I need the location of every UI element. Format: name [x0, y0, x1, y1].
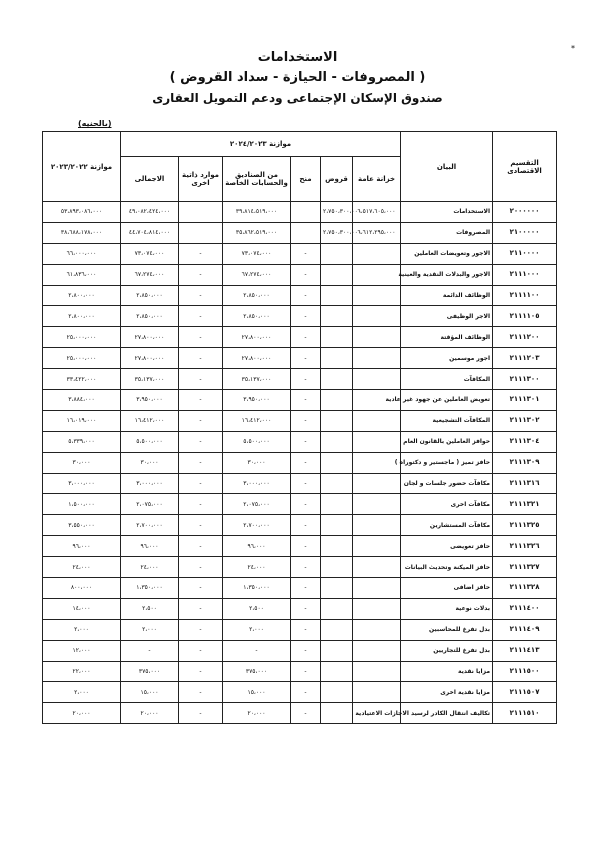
- cell-grants: -: [291, 640, 321, 661]
- cell-funds: ٢٤،٠٠٠: [223, 557, 291, 578]
- cell-loans: [321, 578, 353, 599]
- cell-label: حافز اضافى: [401, 578, 493, 599]
- cell-treasury: [353, 369, 401, 390]
- cell-treasury: [353, 598, 401, 619]
- cell-code: ٢١٠٠٠٠٠: [493, 222, 557, 243]
- cell-total: ٢٤،٠٠٠: [121, 557, 179, 578]
- cell-grants: -: [291, 619, 321, 640]
- cell-code: ٢١١١٣٢٦: [493, 536, 557, 557]
- page-title: الاستخدامات: [257, 50, 338, 65]
- cell-own: -: [179, 515, 223, 536]
- cell-treasury: [353, 473, 401, 494]
- cell-label: الوظائف الدائمة: [401, 285, 493, 306]
- cell-total: ٢،٨٥٠،٠٠٠: [121, 306, 179, 327]
- cell-code: ٢١١١١٠٠: [493, 285, 557, 306]
- col-header-loans: قروض: [321, 157, 353, 202]
- cell-prev: ٦١،٨٣٦،٠٠٠: [43, 264, 121, 285]
- col-header-code: التقسيم الاقتصادى: [493, 132, 557, 202]
- cell-grants: -: [291, 557, 321, 578]
- cell-label: حافز الميكنة وتحديث البيانات: [401, 557, 493, 578]
- cell-label: مزايا نقدية: [401, 661, 493, 682]
- cell-grants: -: [291, 390, 321, 411]
- cell-own: -: [179, 369, 223, 390]
- cell-loans: ٢،٧٥٠،٣٠٠،٠٠٠: [321, 202, 353, 223]
- cell-treasury: ٦،٦١٢،٢٩٥،٠٠٠: [353, 222, 401, 243]
- cell-label: بدلات نوعية: [401, 598, 493, 619]
- cell-loans: [321, 494, 353, 515]
- cell-treasury: [353, 431, 401, 452]
- cell-label: بدل تفرغ للتجاريين: [401, 640, 493, 661]
- cell-grants: -: [291, 243, 321, 264]
- cell-own: -: [179, 348, 223, 369]
- table-row: [43, 202, 557, 223]
- cell-prev: ٩٦،٠٠٠: [43, 536, 121, 557]
- table-row: [43, 390, 557, 411]
- cell-prev: ٢،٨٠٠،٠٠٠: [43, 285, 121, 306]
- cell-total: ٧٣،٠٧٤،٠٠٠: [121, 243, 179, 264]
- cell-treasury: [353, 578, 401, 599]
- cell-label: الاجر الوظيفى: [401, 306, 493, 327]
- cell-loans: [321, 327, 353, 348]
- table-row: [43, 348, 557, 369]
- cell-grants: -: [291, 703, 321, 724]
- cell-loans: [321, 348, 353, 369]
- cell-total: ٢،٧٠٠،٠٠٠: [121, 515, 179, 536]
- cell-treasury: [353, 452, 401, 473]
- cell-total: ٢،٨٥٠،٠٠٠: [121, 285, 179, 306]
- table-row: [43, 557, 557, 578]
- cell-grants: -: [291, 431, 321, 452]
- cell-grants: -: [291, 264, 321, 285]
- cell-label: الاجور والبدلات النقدية والعينية: [401, 264, 493, 285]
- table-row: [43, 222, 557, 243]
- cell-total: ٢٠،٠٠٠: [121, 703, 179, 724]
- cell-own: -: [179, 327, 223, 348]
- col-header-funds: من الصناديق والحسابات الخاصة: [223, 157, 291, 202]
- cell-grants: -: [291, 473, 321, 494]
- cell-prev: ٣،٠٠٠،٠٠٠: [43, 473, 121, 494]
- col-header-treasury: خزانة عامة: [353, 157, 401, 202]
- cell-own: -: [179, 598, 223, 619]
- cell-loans: [321, 369, 353, 390]
- cell-prev: ٣٨،٦٨٨،١٧٨،٠٠٠: [43, 222, 121, 243]
- table-row: [43, 431, 557, 452]
- cell-treasury: [353, 306, 401, 327]
- cell-label: الوظائف المؤقتة: [401, 327, 493, 348]
- cell-prev: ٢،٠٠٠: [43, 619, 121, 640]
- cell-own: -: [179, 578, 223, 599]
- cell-prev: ٨٠٠،٠٠٠: [43, 578, 121, 599]
- table-row: [43, 598, 557, 619]
- cell-treasury: [353, 557, 401, 578]
- cell-total: ٢٧،٨٠٠،٠٠٠: [121, 348, 179, 369]
- entity-name: صندوق الإسكان الإجتماعى ودعم التمويل العقارى: [152, 91, 443, 105]
- cell-total: ٣،٠٠٠،٠٠٠: [121, 473, 179, 494]
- col-header-item: البيان: [401, 132, 493, 202]
- cell-total: ١٦،٤١٢،٠٠٠: [121, 410, 179, 431]
- cell-label: مزايا نقدية اخرى: [401, 682, 493, 703]
- table-row: [43, 640, 557, 661]
- cell-funds: ١٦،٤١٢،٠٠٠: [223, 410, 291, 431]
- table-row: [43, 619, 557, 640]
- cell-own: -: [179, 619, 223, 640]
- cell-loans: [321, 285, 353, 306]
- cell-loans: [321, 703, 353, 724]
- col-header-own: موارد ذاتية اخرى: [179, 157, 223, 202]
- cell-grants: -: [291, 452, 321, 473]
- cell-funds: ٢،٠٧٥،٠٠٠: [223, 494, 291, 515]
- cell-total: ٤٩،٠٨٢،٤٢٤،٠٠٠: [121, 202, 179, 223]
- budget-table: [42, 131, 557, 724]
- cell-label: حافز تميز ( ماجستير و دكتوراه ): [401, 452, 493, 473]
- cell-grants: -: [291, 410, 321, 431]
- cell-prev: ٢،٨٠٠،٠٠٠: [43, 306, 121, 327]
- cell-prev: ٣٠،٠٠٠: [43, 452, 121, 473]
- cell-total: ١،٣٥٠،٠٠٠: [121, 578, 179, 599]
- cell-loans: [321, 661, 353, 682]
- cell-total: ٢٧،٨٠٠،٠٠٠: [121, 327, 179, 348]
- currency-unit: (بالجنيه): [78, 119, 112, 128]
- cell-funds: ٢٠،٠٠٠: [223, 703, 291, 724]
- cell-prev: ١،٥٠٠،٠٠٠: [43, 494, 121, 515]
- cell-code: ٢١١١٣٠٤: [493, 431, 557, 452]
- cell-grants: -: [291, 327, 321, 348]
- cell-total: ٢،٠٧٥،٠٠٠: [121, 494, 179, 515]
- cell-loans: [321, 515, 353, 536]
- cell-loans: [321, 410, 353, 431]
- budget-table-body: [43, 202, 557, 724]
- cell-loans: [321, 431, 353, 452]
- cell-code: ٢١١١٣٠٩: [493, 452, 557, 473]
- cell-treasury: [353, 348, 401, 369]
- table-row: [43, 494, 557, 515]
- table-row: [43, 452, 557, 473]
- cell-grants: -: [291, 598, 321, 619]
- cell-label: بدل تفرغ للمحاسبين: [401, 619, 493, 640]
- cell-label: حوافز العاملين بالقانون العام: [401, 431, 493, 452]
- cell-funds: ٣٧٥،٠٠٠: [223, 661, 291, 682]
- cell-loans: [321, 619, 353, 640]
- cell-own: -: [179, 703, 223, 724]
- cell-own: -: [179, 473, 223, 494]
- cell-funds: ٣،٩٥٠،٠٠٠: [223, 390, 291, 411]
- cell-code: ٢١١١٢٠٣: [493, 348, 557, 369]
- table-row: [43, 515, 557, 536]
- col-header-budget-group: موازنة ٢٠٢٤/٢٠٢٣: [121, 132, 401, 157]
- cell-grants: -: [291, 682, 321, 703]
- cell-prev: ٢٤،٠٠٠: [43, 557, 121, 578]
- cell-treasury: [353, 661, 401, 682]
- cell-label: المكافآت: [401, 369, 493, 390]
- cell-prev: ٣،٨٨٤،٠٠٠: [43, 390, 121, 411]
- cell-label: اجور موسمين: [401, 348, 493, 369]
- cell-funds: ٣٠،٠٠٠: [223, 452, 291, 473]
- cell-code: ٢١١١٣٠١: [493, 390, 557, 411]
- cell-loans: [321, 557, 353, 578]
- table-row: [43, 410, 557, 431]
- cell-code: ٢١١١٥٠٧: [493, 682, 557, 703]
- cell-funds: ٣٩،٨١٤،٥١٩،٠٠٠: [223, 202, 291, 223]
- table-row: [43, 369, 557, 390]
- cell-loans: [321, 264, 353, 285]
- cell-funds: ٣٥،١٣٧،٠٠٠: [223, 369, 291, 390]
- table-row: [43, 703, 557, 724]
- cell-prev: ١٤،٠٠٠: [43, 598, 121, 619]
- cell-prev: ١٢،٠٠٠: [43, 640, 121, 661]
- cell-treasury: [353, 410, 401, 431]
- cell-funds: ٢،٨٥٠،٠٠٠: [223, 306, 291, 327]
- cell-code: ٢١١١٣٠٠: [493, 369, 557, 390]
- col-header-prev: موازنة ٢٠٢٣/٢٠٢٢: [43, 132, 121, 202]
- table-row: [43, 682, 557, 703]
- cell-total: ٦٧،٢٧٤،٠٠٠: [121, 264, 179, 285]
- cell-loans: [321, 390, 353, 411]
- cell-code: ٢١١١٣٢٨: [493, 578, 557, 599]
- cell-label: مكافآت اخرى: [401, 494, 493, 515]
- cell-loans: [321, 682, 353, 703]
- cell-treasury: [353, 682, 401, 703]
- cell-funds: ٢٧،٨٠٠،٠٠٠: [223, 348, 291, 369]
- cell-own: -: [179, 285, 223, 306]
- cell-loans: [321, 598, 353, 619]
- table-row: [43, 243, 557, 264]
- cell-total: ١٥،٠٠٠: [121, 682, 179, 703]
- table-row: [43, 536, 557, 557]
- cell-loans: [321, 306, 353, 327]
- cell-prev: ٢،٠٠٠: [43, 682, 121, 703]
- cell-funds: ٧٣،٠٧٤،٠٠٠: [223, 243, 291, 264]
- cell-own: -: [179, 306, 223, 327]
- cell-treasury: [353, 640, 401, 661]
- cell-funds: ٩٦،٠٠٠: [223, 536, 291, 557]
- cell-treasury: [353, 536, 401, 557]
- cell-loans: [321, 473, 353, 494]
- table-row: [43, 473, 557, 494]
- cell-funds: -: [223, 640, 291, 661]
- cell-label: مكافآت المستشارين: [401, 515, 493, 536]
- cell-treasury: [353, 619, 401, 640]
- cell-label: المصروفات: [401, 222, 493, 243]
- cell-funds: ٢،٨٥٠،٠٠٠: [223, 285, 291, 306]
- cell-own: -: [179, 494, 223, 515]
- cell-treasury: [353, 285, 401, 306]
- cell-funds: ٢،٧٠٠،٠٠٠: [223, 515, 291, 536]
- cell-treasury: [353, 327, 401, 348]
- table-row: [43, 327, 557, 348]
- cell-own: -: [179, 682, 223, 703]
- table-row: [43, 578, 557, 599]
- cell-prev: ٣٣،٤٢٢،٠٠٠: [43, 369, 121, 390]
- cell-code: ٢١١١٣٢٧: [493, 557, 557, 578]
- cell-treasury: [353, 494, 401, 515]
- cell-funds: ٣٥،٨٦٢،٥١٩،٠٠٠: [223, 222, 291, 243]
- cell-code: ٢١١١٠٠٠: [493, 264, 557, 285]
- cell-loans: ٢،٧٥٠،٣٠٠،٠٠٠: [321, 222, 353, 243]
- cell-label: مكافآت حضور جلسات و لجان: [401, 473, 493, 494]
- cell-total: ٣،٩٥٠،٠٠٠: [121, 390, 179, 411]
- cell-own: -: [179, 452, 223, 473]
- cell-code: ٢٠٠٠٠٠٠: [493, 202, 557, 223]
- cell-total: ٥،٥٠٠،٠٠٠: [121, 431, 179, 452]
- cell-total: ٩٦،٠٠٠: [121, 536, 179, 557]
- cell-own: -: [179, 431, 223, 452]
- cell-own: -: [179, 390, 223, 411]
- cell-own: -: [179, 640, 223, 661]
- cell-prev: ٥،٣٣٩،٠٠٠: [43, 431, 121, 452]
- cell-total: ٣٧٥،٠٠٠: [121, 661, 179, 682]
- cell-code: ٢١١١٥٠٠: [493, 661, 557, 682]
- cell-total: ٢،٠٠٠: [121, 619, 179, 640]
- cell-funds: ٣،٠٠٠،٠٠٠: [223, 473, 291, 494]
- cell-own: [179, 222, 223, 243]
- cell-own: -: [179, 661, 223, 682]
- cell-total: ٢،٥٠٠: [121, 598, 179, 619]
- cell-grants: -: [291, 285, 321, 306]
- cell-code: ٢١١١٣١٦: [493, 473, 557, 494]
- cell-own: -: [179, 557, 223, 578]
- cell-own: -: [179, 264, 223, 285]
- table-row: [43, 306, 557, 327]
- cell-funds: ٦٧،٢٧٤،٠٠٠: [223, 264, 291, 285]
- cell-funds: ١،٣٥٠،٠٠٠: [223, 578, 291, 599]
- cell-grants: [291, 202, 321, 223]
- cell-funds: ٢،٥٠٠: [223, 598, 291, 619]
- cell-code: ٢١١١٤١٣: [493, 640, 557, 661]
- cell-grants: -: [291, 306, 321, 327]
- cell-grants: -: [291, 348, 321, 369]
- cell-treasury: [353, 264, 401, 285]
- col-header-total: الاجمالى: [121, 157, 179, 202]
- col-header-grants: منح: [291, 157, 321, 202]
- cell-funds: ٥،٥٠٠،٠٠٠: [223, 431, 291, 452]
- cell-label: حافز تعويضى: [401, 536, 493, 557]
- cell-total: -: [121, 640, 179, 661]
- cell-label: الاستخدامات: [401, 202, 493, 223]
- cell-label: المكافآت التشجيعية: [401, 410, 493, 431]
- cell-total: ٤٤،٧٠٤،٨١٤،٠٠٠: [121, 222, 179, 243]
- cell-code: ٢١١١٤٠٩: [493, 619, 557, 640]
- cell-prev: ٦٦،٠٠٠،٠٠٠: [43, 243, 121, 264]
- cell-own: -: [179, 536, 223, 557]
- cell-treasury: ٦،٥١٧،٦٠٥،٠٠٠: [353, 202, 401, 223]
- table-row: [43, 661, 557, 682]
- cell-grants: -: [291, 661, 321, 682]
- cell-code: ٢١١١٤٠٠: [493, 598, 557, 619]
- cell-code: ٢١١١٢٠٠: [493, 327, 557, 348]
- cell-grants: [291, 222, 321, 243]
- cell-own: -: [179, 410, 223, 431]
- cell-prev: ٢٥،٠٠٠،٠٠٠: [43, 327, 121, 348]
- cell-grants: -: [291, 515, 321, 536]
- table-row: [43, 264, 557, 285]
- cell-prev: ٣،٥٥٠،٠٠٠: [43, 515, 121, 536]
- cell-total: ٣٠،٠٠٠: [121, 452, 179, 473]
- cell-loans: [321, 640, 353, 661]
- cell-code: ٢١١١٣٠٢: [493, 410, 557, 431]
- cell-grants: -: [291, 494, 321, 515]
- cell-label: الاجور وتعويضات العاملين: [401, 243, 493, 264]
- page-subtitle: ( المصروفات - الحيازة - سداد القروض ): [169, 70, 426, 85]
- cell-code: ٢١١١٣٢٥: [493, 515, 557, 536]
- cell-loans: [321, 536, 353, 557]
- cell-funds: ١٥،٠٠٠: [223, 682, 291, 703]
- cell-prev: ٢٠،٠٠٠: [43, 703, 121, 724]
- cell-grants: -: [291, 369, 321, 390]
- cell-prev: ٢٢،٠٠٠: [43, 661, 121, 682]
- cell-own: -: [179, 243, 223, 264]
- cell-funds: ٢٧،٨٠٠،٠٠٠: [223, 327, 291, 348]
- cell-label: تكاليف انتقال الكادر لرسيد الاجازات الاعتيادية: [401, 703, 493, 724]
- cell-loans: [321, 243, 353, 264]
- cell-grants: -: [291, 536, 321, 557]
- cell-code: ٢١١١٣٢١: [493, 494, 557, 515]
- cell-loans: [321, 452, 353, 473]
- cell-own: [179, 202, 223, 223]
- page-mark: *: [571, 44, 575, 53]
- cell-code: ٢١١١١٠٥: [493, 306, 557, 327]
- cell-treasury: [353, 515, 401, 536]
- cell-prev: ٥٣،٨٩٣،٠٨٦،٠٠٠: [43, 202, 121, 223]
- cell-prev: ٢٥،٠٠٠،٠٠٠: [43, 348, 121, 369]
- cell-funds: ٢،٠٠٠: [223, 619, 291, 640]
- cell-total: ٣٥،١٣٧،٠٠٠: [121, 369, 179, 390]
- cell-grants: -: [291, 578, 321, 599]
- cell-treasury: [353, 243, 401, 264]
- cell-code: ٢١١١٥١٠: [493, 703, 557, 724]
- table-row: [43, 285, 557, 306]
- cell-prev: ١٦،٠١٩،٠٠٠: [43, 410, 121, 431]
- cell-label: تعويض العاملين عن جهود غير عادية: [401, 390, 493, 411]
- cell-code: ٢١١٠٠٠٠: [493, 243, 557, 264]
